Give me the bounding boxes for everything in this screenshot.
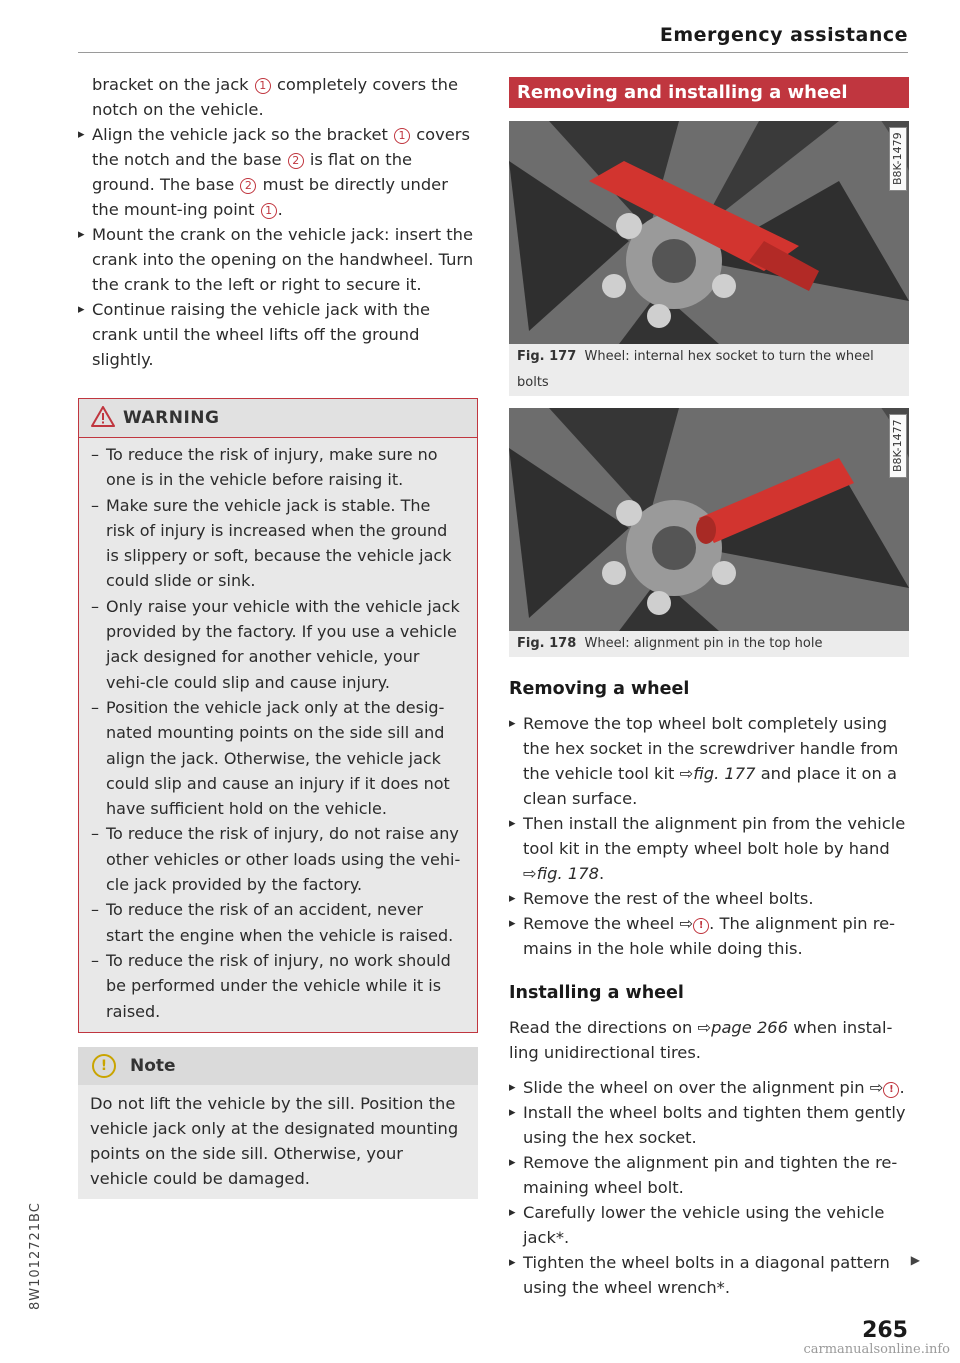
figure-caption [509, 631, 909, 657]
warning-item: – To reduce the risk of injury, do not raise any other vehicles or other loads using the vehi-cle jack provided by the factory. [91, 821, 463, 897]
step-text: Remove the top wheel bolt completely using the hex socket in the screwdriver handle from the vehicle tool kit [523, 714, 899, 783]
step-text: . [899, 1078, 905, 1097]
install-step-2: ▸ Install the wheel bolts and tighten them gently using the hex socket. [509, 1100, 909, 1150]
warning-triangle-icon [91, 406, 115, 431]
figure-reference-link[interactable]: fig. 178 [536, 864, 599, 883]
callout-2-icon: 2 [288, 153, 304, 169]
figure-177 [509, 121, 909, 396]
remove-step-3: ▸ Remove the rest of the wheel bolts. [509, 886, 909, 911]
installing-intro [509, 1015, 909, 1065]
callout-1-icon: 1 [255, 78, 271, 94]
removing-heading: Removing a wheel [509, 679, 690, 699]
step-text: must be directly under the mount-ing point [92, 175, 448, 219]
warning-header [79, 399, 477, 438]
note-box [78, 1047, 478, 1199]
install-step-5: ▸ Tighten the wheel bolts in a diagonal pattern using the wheel wrench*. [509, 1250, 909, 1300]
arrow-right-icon: ⇨ [523, 864, 537, 883]
warning-title: WARNING [123, 408, 220, 428]
note-header [78, 1047, 478, 1085]
installing-heading: Installing a wheel [509, 983, 684, 1003]
warning-item: – To reduce the risk of injury, make sure no one is in the vehicle before raising it. [91, 442, 463, 493]
page-header-title: Emergency assistance [659, 24, 908, 46]
wheel-alignment-pin-image [509, 408, 909, 631]
remove-step-4 [509, 911, 909, 961]
warning-box [78, 398, 478, 1033]
figure-reference-link[interactable]: fig. 177 [693, 764, 756, 783]
page-reference-link[interactable]: page 266 [711, 1018, 789, 1037]
warning-item: – Only raise your vehicle with the vehicle jack provided by the factory. If you use a vehicle jack designed for another vehicle, your vehi-cle could slip and cause injury. [91, 594, 463, 695]
step-text: covers the notch and the base [92, 125, 470, 169]
warning-item: – To reduce the risk of injury, no work should be performed under the vehicle while it is raised. [91, 948, 463, 1024]
figure-caption-text: Wheel: internal hex socket to turn the wheel bolts [517, 349, 874, 390]
wheel-hex-socket-image [509, 121, 909, 344]
page-number: 265 [862, 1318, 908, 1343]
exclamation-circle-icon: ! [92, 1054, 116, 1078]
warning-list [79, 438, 477, 1032]
left-column [78, 72, 478, 1199]
intro-line2: notch on the vehicle. [92, 100, 264, 119]
intro-tail: completely covers the [271, 75, 458, 94]
note-title: Note [130, 1055, 176, 1076]
step-mount-crank: ▸ Mount the crank on the vehicle jack: insert the crank into the opening on the handwheel. Turn the crank to the left or right to secure it. [78, 222, 478, 297]
right-column [509, 77, 909, 1300]
intro-text: when instal-ling unidirectional tires. [509, 1018, 893, 1062]
arrow-right-icon: ⇨ [869, 1078, 884, 1097]
step-text: Remove the wheel [523, 914, 680, 933]
figure-caption-text: Wheel: alignment pin in the top hole [584, 636, 823, 651]
figure-number: Fig. 178 [517, 636, 577, 651]
callout-2-icon: 2 [240, 178, 256, 194]
install-step-3: ▸ Remove the alignment pin and tighten the re-maining wheel bolt. [509, 1150, 909, 1200]
step-text: Align the vehicle jack so the bracket [92, 125, 394, 144]
remove-step-2 [509, 811, 909, 886]
figure-code-label: B8K-1479 [889, 127, 907, 191]
step-text: is flat on the ground. The base [92, 150, 413, 194]
figure-178 [509, 408, 909, 657]
warning-item: – Make sure the vehicle jack is stable. The risk of injury is increased when the ground is slippery or soft, because the vehicle jack could slide or sink. [91, 493, 463, 594]
intro-text: Read the directions on [509, 1018, 698, 1037]
arrow-right-icon: ⇨ [679, 764, 694, 783]
arrow-right-icon: ⇨ [697, 1018, 712, 1037]
remove-step-1 [509, 711, 909, 811]
intro-text: bracket on the jack [92, 75, 254, 94]
section-title: Removing and installing a wheel [509, 77, 909, 108]
warning-item: – To reduce the risk of an accident, never start the engine when the vehicle is raised. [91, 897, 463, 948]
callout-1-icon: 1 [394, 128, 410, 144]
step-text: and place it on a clean surface. [523, 764, 897, 808]
warning-reference-icon[interactable]: ! [883, 1082, 899, 1098]
header-divider [78, 52, 908, 53]
document-code: 8W1012721BC [28, 1202, 43, 1310]
warning-reference-icon[interactable]: ! [693, 918, 709, 934]
step-text: . [598, 864, 605, 883]
step-text: . [277, 200, 283, 219]
arrow-right-icon: ⇨ [679, 914, 694, 933]
figure-code-label: B8K-1477 [889, 414, 907, 478]
intro-paragraph [78, 72, 478, 122]
watermark: carmanualsonline.info [803, 1342, 950, 1357]
step-text: Slide the wheel on over the alignment pin [523, 1078, 870, 1097]
note-body: Do not lift the vehicle by the sill. Position the vehicle jack only at the designated mounting points on the side sill. Otherwise, your vehicle could be damaged. [90, 1093, 459, 1188]
install-step-4: ▸ Carefully lower the vehicle using the vehicle jack*. [509, 1200, 909, 1250]
continue-arrow-icon: ▶ [910, 1253, 920, 1267]
callout-1-icon: 1 [261, 203, 277, 219]
step-raise-jack: ▸ Continue raising the vehicle jack with the crank until the wheel lifts off the ground slightly. [78, 297, 478, 372]
warning-item: – Position the vehicle jack only at the desig-nated mounting points on the side sill and align the jack. Otherwise, the vehicle jack could slip and cause an injury if it does not have sufficient hold on the vehicle. [91, 695, 463, 821]
step-text: . The alignment pin re-mains in the hole while doing this. [523, 914, 895, 958]
step-text: Then install the alignment pin from the vehicle tool kit in the empty wheel bolt hole by hand [523, 814, 906, 858]
figure-number: Fig. 177 [517, 349, 577, 364]
install-step-1 [509, 1075, 909, 1100]
figure-caption [509, 344, 909, 396]
step-align-jack [78, 122, 478, 222]
